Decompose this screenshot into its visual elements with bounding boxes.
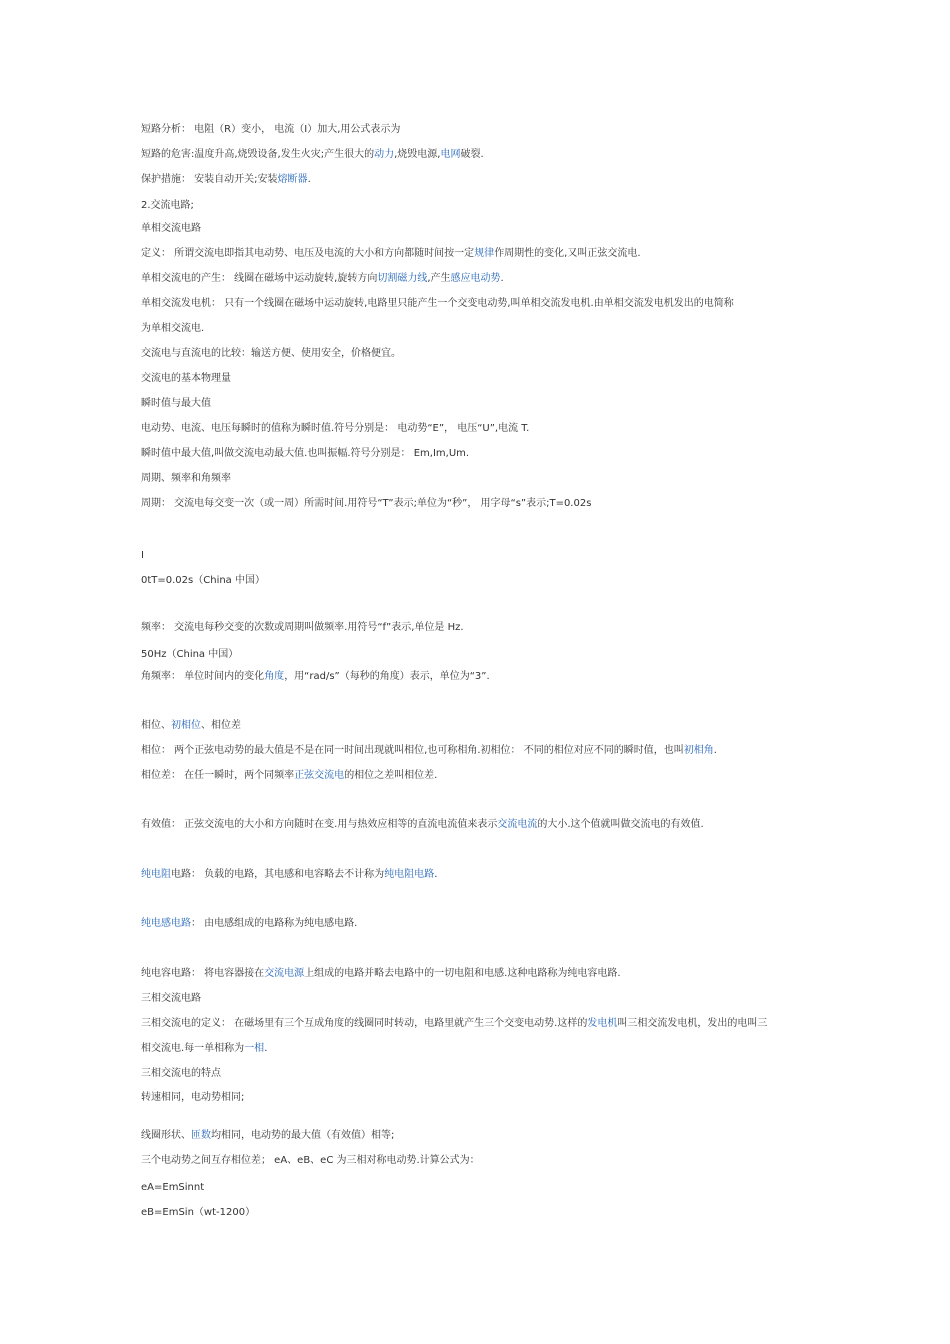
text-line: 纯电阻电路： 负载的电路，其电感和电容略去不计称为纯电阻电路.: [141, 869, 438, 880]
text-line: 单相交流发电机： 只有一个线圈在磁场中运动旋转,电路里只能产生一个交变电动势,叫单相交流发电机.由单相交流发电机发出的电简称: [141, 298, 734, 309]
link-fadianji[interactable]: 发电机: [587, 1018, 618, 1029]
link-ganying-diandongshi[interactable]: 感应电动势: [450, 273, 501, 284]
link-chuxiangjiao[interactable]: 初相角: [683, 745, 714, 756]
text-line: 线圈形状、匝数均相同，电动势的最大值（有效值）相等;: [141, 1130, 395, 1141]
subheading: 瞬时值与最大值: [141, 398, 211, 409]
figure-label: 0tT=0.02s（China 中国）: [141, 575, 265, 586]
link-zhengxian-jiaoliudian[interactable]: 正弦交流电: [294, 770, 345, 781]
text-line: 转速相同，电动势相同;: [141, 1092, 245, 1103]
text-line: 定义： 所谓交流电即指其电动势、电压及电流的大小和方向都随时间按一定规律作周期性的变化,又叫正弦交流电.: [141, 248, 641, 259]
link-guilv[interactable]: 规律: [474, 248, 495, 259]
link-chun-dianzu-dianlu[interactable]: 纯电阻电路: [384, 869, 435, 880]
link-yixiang[interactable]: 一相: [244, 1043, 265, 1054]
subheading: 单相交流电路: [141, 223, 201, 234]
text-line: 纯电感电路： 由电感组成的电路称为纯电感电路.: [141, 918, 358, 929]
text-line: 相交流电.每一单相称为一相.: [141, 1043, 268, 1054]
link-dongli[interactable]: 动力: [374, 149, 395, 160]
text-line: 短路分析： 电阻（R）变小， 电流（I）加大,用公式表示为: [141, 124, 401, 135]
link-dianwang[interactable]: 电网: [440, 149, 461, 160]
text-line: 保护措施： 安装自动开关;安装熔断器.: [141, 174, 311, 185]
formula: eB=EmSin（wt-1200）: [141, 1207, 256, 1218]
subheading: 相位、初相位、相位差: [141, 720, 241, 731]
text-line: 三相交流电的定义： 在磁场里有三个互成角度的线圈同时转动，电路里就产生三个交变电动势.这样的发电机叫三相交流发电机，发出的电叫三: [141, 1018, 768, 1029]
text-line: 交流电与直流电的比较：输送方便、使用安全，价格便宜。: [141, 348, 401, 359]
subheading: 三相交流电的特点: [141, 1068, 221, 1079]
subheading: 交流电的基本物理量: [141, 373, 231, 384]
link-chuxiangwei[interactable]: 初相位: [171, 720, 201, 731]
text-line: 相位差： 在任一瞬时，两个同频率正弦交流电的相位之差叫相位差.: [141, 770, 438, 781]
link-rongduanqi[interactable]: 熔断器: [277, 174, 308, 185]
formula: eA=EmSinnt: [141, 1182, 205, 1193]
text-line: 纯电容电路： 将电容器接在交流电源上组成的电路并略去电路中的一切电阻和电感.这种电路称为纯电容电路.: [141, 968, 621, 979]
link-zashu[interactable]: 匝数: [191, 1130, 211, 1141]
text-line: 瞬时值中最大值,叫做交流电动最大值.也叫振幅.符号分别是： Em,Im,Um.: [141, 448, 470, 459]
text-line: 电动势、电流、电压每瞬时的值称为瞬时值.符号分别是： 电动势“E”， 电压“U”,电流 T.: [141, 423, 530, 434]
text-line: 单相交流电的产生： 线圈在磁场中运动旋转,旋转方向切割磁力线,产生感应电动势.: [141, 273, 504, 284]
link-jiaodu[interactable]: 角度: [264, 671, 285, 682]
text-line: 有效值： 正弦交流电的大小和方向随时在变.用与热效应相等的直流电流值来表示交流电流的大小.这个值就叫做交流电的有效值.: [141, 819, 704, 830]
text-line: 周期： 交流电每交变一次（或一周）所需时间.用符号“T”表示;单位为“秒”， 用字母“s”表示;T=0.02s: [141, 498, 592, 509]
text-line: 相位： 两个正弦电动势的最大值是不是在同一时间出现就叫相位,也可称相角.初相位： 不同的相位对应不同的瞬时值，也叫初相角.: [141, 745, 717, 756]
text-line: 三个电动势之间互存相位差； eA、eB、eC 为三相对称电动势.计算公式为：: [141, 1155, 480, 1166]
link-jiaoliu-dianliu[interactable]: 交流电流: [497, 819, 538, 830]
subheading: 周期、频率和角频率: [141, 473, 231, 484]
figure-label: I: [141, 550, 144, 561]
link-chun-dianzu[interactable]: 纯电阻: [141, 869, 171, 880]
text-line: 角频率： 单位时间内的变化角度，用“rad/s”（每秒的角度）表示，单位为“3”.: [141, 671, 490, 682]
text-line: 短路的危害:温度升高,烧毁设备,发生火灾;产生很大的动力,烧毁电源,电网破裂.: [141, 149, 484, 160]
text-line: 为单相交流电.: [141, 323, 205, 334]
link-jiaoliu-dianyuan[interactable]: 交流电源: [264, 968, 305, 979]
section-heading: 2.交流电路;: [141, 200, 194, 211]
link-chun-diangan-dianlu[interactable]: 纯电感电路: [141, 918, 191, 929]
subheading: 三相交流电路: [141, 993, 201, 1004]
text-line: 50Hz（China 中国）: [141, 649, 239, 660]
link-qiege-cilixian[interactable]: 切割磁力线: [377, 273, 428, 284]
text-line: 频率： 交流电每秒交变的次数或周期叫做频率.用符号“f”表示,单位是 Hz.: [141, 622, 464, 633]
